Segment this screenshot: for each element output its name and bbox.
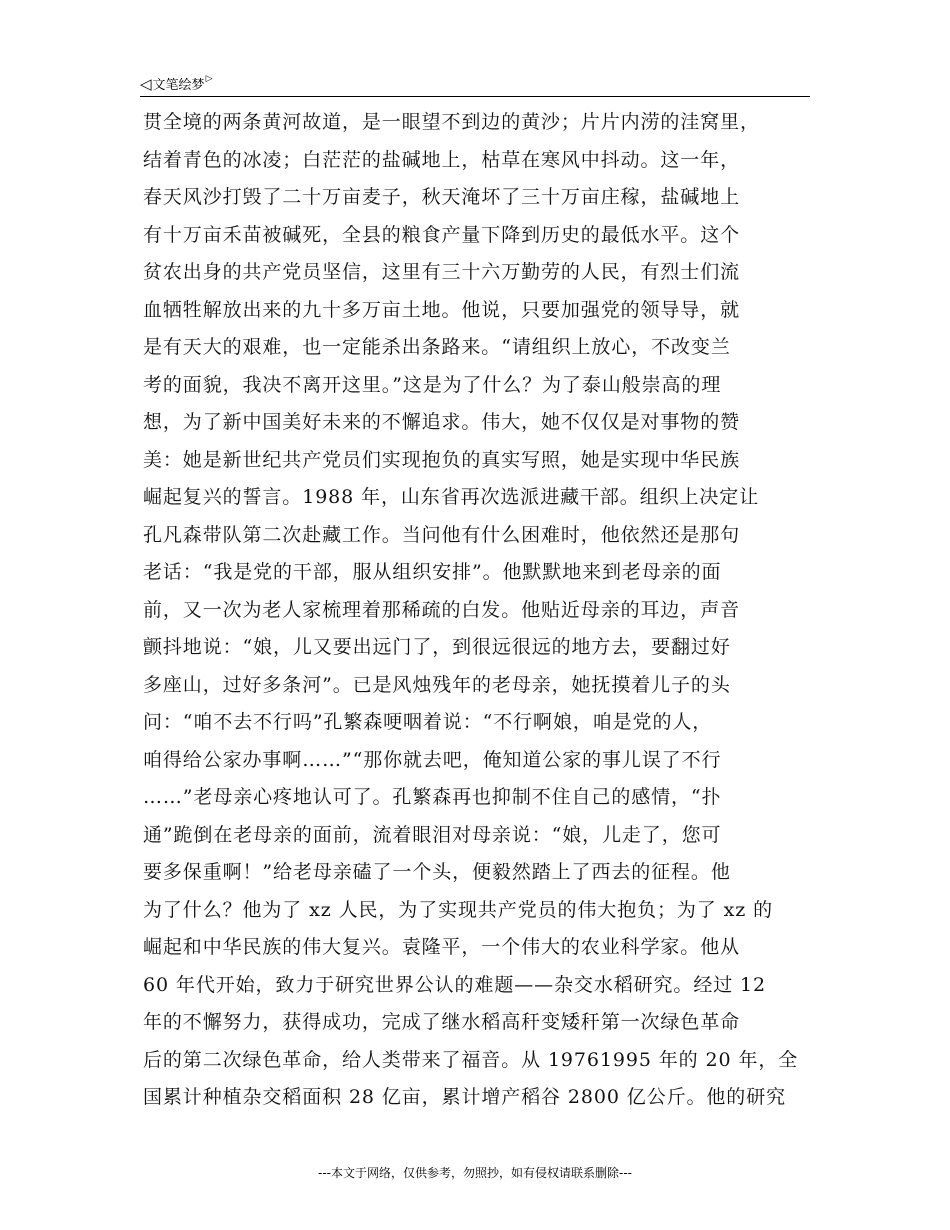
page-header bbox=[140, 72, 810, 97]
body-text-line: 后的第二次绿色革命，给人类带来了福音。从 19761995 年的 20 年，全 bbox=[143, 1048, 799, 1071]
body-text-line: 多座山，过好多条河”。已是风烛残年的老母亲，她抚摸着儿子的头 bbox=[143, 673, 731, 696]
body-text-line: 血牺牲解放出来的九十多万亩土地。他说，只要加强党的领导导，就 bbox=[143, 298, 741, 321]
body-text-line: 春天风沙打毁了二十万亩麦子，秋天淹坏了三十万亩庄稼，盐碱地上 bbox=[143, 186, 741, 208]
body-text-line: 考的面貌，我决不离开这里。”这是为了什么？为了泰山般崇高的理 bbox=[143, 373, 722, 396]
left-triangle-icon: ◁ bbox=[140, 75, 152, 93]
body-text-line: 国累计种植杂交稻面积 28 亿亩，累计增产稻谷 2800 亿公斤。他的研究 bbox=[143, 1086, 786, 1108]
body-text-line: 60 年代开始，致力于研究世界公认的难题——杂交水稻研究。经过 12 bbox=[143, 973, 767, 996]
body-text-line: 要多保重啊！”给老母亲磕了一个头，便毅然踏上了西去的征程。他 bbox=[143, 861, 731, 883]
document-body bbox=[143, 104, 813, 1117]
right-triangle-icon: ▷ bbox=[205, 74, 213, 84]
body-text-line: 问：“咱不去不行吗”孔繁森哽咽着说：“不行啊娘，咱是党的人， bbox=[143, 711, 713, 733]
body-text-line: 为了什么？他为了 xz 人民，为了实现共产党员的伟大抱负；为了 xz 的 bbox=[143, 898, 774, 921]
body-text-line: 结着青色的冰凌；白茫茫的盐碱地上，枯草在寒风中抖动。这一年， bbox=[143, 148, 741, 171]
body-text-line: 崛起复兴的誓言。1988 年，山东省再次选派进藏干部。组织上决定让 bbox=[143, 486, 760, 508]
body-text-line: 孔凡森带队第二次赴藏工作。当问他有什么困难时，他依然还是那句 bbox=[143, 523, 741, 546]
body-text-line: 咱得给公家办事啊……”“那你就去吧，俺知道公家的事儿误了不行 bbox=[143, 748, 722, 771]
body-text-line: 老话：“我是党的干部，服从组织安排”。他默默地来到老母亲的面 bbox=[143, 561, 722, 583]
body-text-line: 颤抖地说：“娘，儿又要出远门了，到很远很远的地方去，要翻过好 bbox=[143, 636, 731, 658]
body-text-line: 年的不懈努力，获得成功，完成了继水稻高秆变矮秆第一次绿色革命 bbox=[143, 1011, 741, 1033]
body-text-line: 通”跪倒在老母亲的面前，流着眼泪对母亲说：“娘，儿走了，您可 bbox=[143, 823, 722, 846]
body-text-line: 美：她是新世纪共产党员们实现抱负的真实写照，她是实现中华民族 bbox=[143, 448, 741, 471]
body-text-line: 贫农出身的共产党员坚信，这里有三十六万勤劳的人民，有烈士们流 bbox=[143, 261, 741, 283]
body-text-line: ……”老母亲心疼地认可了。孔繁森再也抑制不住自己的感情，“扑 bbox=[143, 786, 722, 808]
body-text-line: 是有天大的艰难，也一定能杀出条路来。“请组织上放心，不改变兰 bbox=[143, 336, 731, 358]
body-text-line: 贯全境的两条黄河故道，是一眼望不到边的黄沙；片片内涝的洼窝里， bbox=[143, 111, 760, 133]
body-text-line: 有十万亩禾苗被碱死，全县的粮食产量下降到历史的最低水平。这个 bbox=[143, 223, 741, 246]
header-title: 文笔绘梦 bbox=[152, 78, 205, 93]
body-text-line: 前，又一次为老人家梳理着那稀疏的白发。他贴近母亲的耳边，声音 bbox=[143, 598, 741, 621]
body-text-line: 崛起和中华民族的伟大复兴。袁隆平，一个伟大的农业科学家。他从 bbox=[143, 936, 741, 958]
page-footer: ---本文于网络，仅供参考，勿照抄，如有侵权请联系删除--- bbox=[318, 1166, 632, 1180]
body-text-line: 想，为了新中国美好未来的不懈追求。伟大，她不仅仅是对事物的赞 bbox=[143, 411, 741, 433]
header-title-group bbox=[140, 74, 212, 93]
